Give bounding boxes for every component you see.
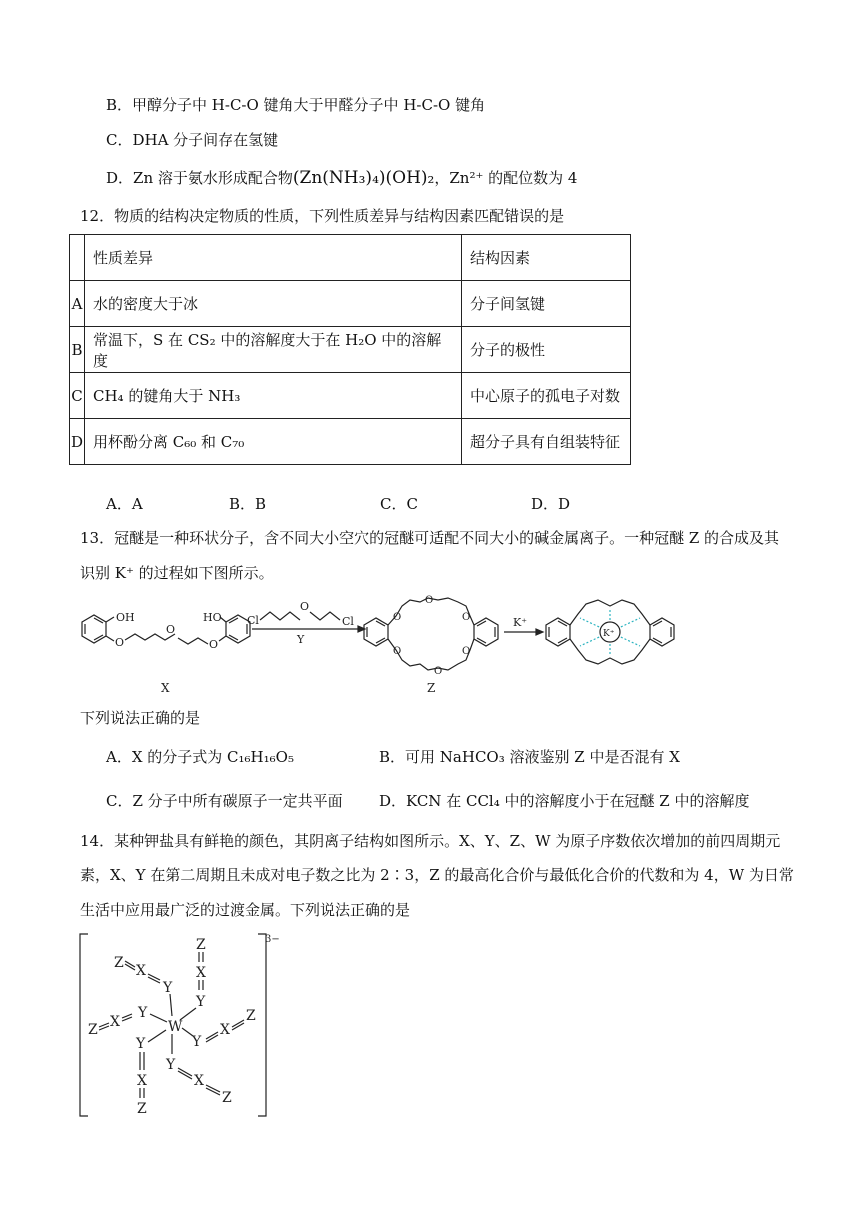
y-label: Y bbox=[192, 1034, 202, 1050]
reagent-y-chain bbox=[310, 612, 340, 620]
y-label: Y bbox=[196, 994, 206, 1010]
o-label: O bbox=[434, 666, 443, 677]
o-label: O bbox=[462, 612, 471, 623]
table-row bbox=[70, 373, 631, 419]
z-crown-ring bbox=[388, 598, 474, 670]
row-label: B bbox=[70, 327, 85, 373]
y-label: Y bbox=[138, 1005, 148, 1021]
table-header-cell: 性质差异 bbox=[85, 235, 462, 281]
complex-right-benzene-ring bbox=[650, 618, 674, 646]
q12-option-b: B．B bbox=[229, 495, 267, 513]
o-label: O bbox=[393, 646, 402, 657]
q11-option-d bbox=[106, 167, 577, 189]
y-label: Y bbox=[136, 1036, 146, 1052]
y-label: Y bbox=[163, 980, 173, 996]
q14-stem-line2: 素，X、Y 在第二周期且未成对电子数之比为 2∶3，Z 的最高化合价与最低化合价的代数和为 4，W 为日常 bbox=[80, 866, 794, 884]
reagent-y-chain bbox=[260, 612, 300, 620]
row-property: 常温下，S 在 CS₂ 中的溶解度大于在 H₂O 中的溶解度 bbox=[85, 327, 462, 373]
ether-chain bbox=[178, 638, 208, 644]
row-property: 水的密度大于冰 bbox=[85, 281, 462, 327]
row-factor: 超分子具有自组装特征 bbox=[462, 419, 631, 465]
x-left-benzene-ring bbox=[82, 615, 106, 643]
reagent-k-label: K⁺ bbox=[513, 616, 528, 629]
ho-label: HO bbox=[203, 611, 222, 624]
row-factor: 中心原子的孤电子对数 bbox=[462, 373, 631, 419]
y-label: Y bbox=[166, 1057, 176, 1073]
q12-table bbox=[69, 234, 631, 465]
arrow-head bbox=[536, 629, 543, 635]
bond bbox=[106, 636, 114, 641]
q13-option-b: B．可用 NaHCO₃ 溶液鉴别 Z 中是否混有 X bbox=[379, 748, 680, 766]
z-label: Z bbox=[222, 1090, 232, 1106]
row-label: C bbox=[70, 373, 85, 419]
x-label: X bbox=[220, 1022, 230, 1038]
o-label: O bbox=[300, 600, 310, 613]
reagent-y-label: Y bbox=[297, 633, 305, 646]
q13-stem-line2: 识别 K⁺ 的过程如下图所示。 bbox=[80, 564, 274, 582]
row-factor: 分子间氢键 bbox=[462, 281, 631, 327]
q11-option-b: B．甲醇分子中 H-C-O 键角大于甲醛分子中 H-C-O 键角 bbox=[106, 96, 486, 114]
o-label: O bbox=[115, 636, 125, 649]
cl-label: Cl bbox=[247, 614, 259, 627]
q12-option-a: A．A bbox=[106, 495, 143, 513]
cl-label: Cl bbox=[342, 615, 354, 628]
row-label: A bbox=[70, 281, 85, 327]
z-label: Z bbox=[196, 937, 206, 953]
q13-stem-line1: 13．冠醚是一种环状分子，含不同大小空穴的冠醚可适配不同大小的碱金属离子。一种冠醚 Z 的合成及其 bbox=[80, 529, 780, 547]
q13-option-d: D．KCN 在 CCl₄ 中的溶解度小于在冠醚 Z 中的溶解度 bbox=[379, 792, 750, 810]
table-row bbox=[70, 327, 631, 373]
charge-label: 3− bbox=[265, 934, 280, 945]
table-header-row bbox=[70, 235, 631, 281]
o-label: O bbox=[425, 595, 434, 606]
o-label: O bbox=[462, 646, 471, 657]
q13-option-c: C．Z 分子中所有碳原子一定共平面 bbox=[106, 792, 343, 810]
q12-option-c: C．C bbox=[380, 495, 418, 513]
crown-ether-synthesis-scheme bbox=[70, 592, 690, 704]
x-label: X bbox=[110, 1014, 120, 1030]
table-header-cell: 结构因素 bbox=[462, 235, 631, 281]
x-label: X bbox=[136, 963, 146, 979]
z-right-benzene-ring bbox=[474, 618, 498, 646]
oh-label: OH bbox=[116, 611, 135, 624]
z-left-benzene-ring bbox=[364, 618, 388, 646]
x-label: X bbox=[194, 1073, 204, 1089]
compound-x-label: X bbox=[161, 681, 170, 695]
q11-option-d-complex: (Zn(NH₃)₄)(OH)₂ bbox=[292, 168, 435, 188]
left-bracket bbox=[80, 934, 88, 1116]
row-label: D bbox=[70, 419, 85, 465]
bond bbox=[219, 636, 226, 641]
z-label: Z bbox=[137, 1101, 147, 1117]
row-factor: 分子的极性 bbox=[462, 327, 631, 373]
q14-stem-line1: 14．某种钾盐具有鲜艳的颜色，其阴离子结构如图所示。X、Y、Z、W 为原子序数依次增加的前四周期元 bbox=[80, 832, 781, 850]
right-bracket bbox=[258, 934, 266, 1116]
z-label: Z bbox=[88, 1022, 98, 1038]
q11-option-d-suffix: ，Zn²⁺ 的配位数为 4 bbox=[434, 169, 578, 187]
q14-stem-line3: 生活中应用最广泛的过渡金属。下列说法正确的是 bbox=[80, 901, 411, 919]
complex-left-benzene-ring bbox=[546, 618, 570, 646]
o-label: O bbox=[393, 612, 402, 623]
table-header-cell bbox=[70, 235, 85, 281]
z-label: Z bbox=[114, 955, 124, 971]
x-label: X bbox=[137, 1073, 147, 1089]
q13-prompt: 下列说法正确的是 bbox=[80, 709, 201, 727]
z-label: Z bbox=[246, 1008, 256, 1024]
q11-option-c: C．DHA 分子间存在氢键 bbox=[106, 131, 279, 149]
bond bbox=[106, 617, 114, 622]
table-row bbox=[70, 419, 631, 465]
compound-z-label: Z bbox=[427, 681, 436, 695]
q13-option-a: A．X 的分子式为 C₁₆H₁₆O₅ bbox=[106, 748, 294, 766]
q12-stem: 12．物质的结构决定物质的性质，下列性质差异与结构因素匹配错误的是 bbox=[80, 207, 565, 225]
row-property: 用杯酚分离 C₆₀ 和 C₇₀ bbox=[85, 419, 462, 465]
center-w-label: W bbox=[168, 1019, 183, 1035]
x-label: X bbox=[196, 965, 206, 981]
o-label: O bbox=[209, 638, 219, 651]
k-center-label: K⁺ bbox=[603, 629, 615, 639]
o-label: O bbox=[166, 623, 176, 636]
q11-option-d-prefix: D．Zn 溶于氨水形成配合物 bbox=[106, 169, 293, 187]
table-row bbox=[70, 281, 631, 327]
q12-option-d: D．D bbox=[531, 495, 571, 513]
row-property: CH₄ 的键角大于 NH₃ bbox=[85, 373, 462, 419]
anion-structure-diagram bbox=[78, 930, 288, 1120]
